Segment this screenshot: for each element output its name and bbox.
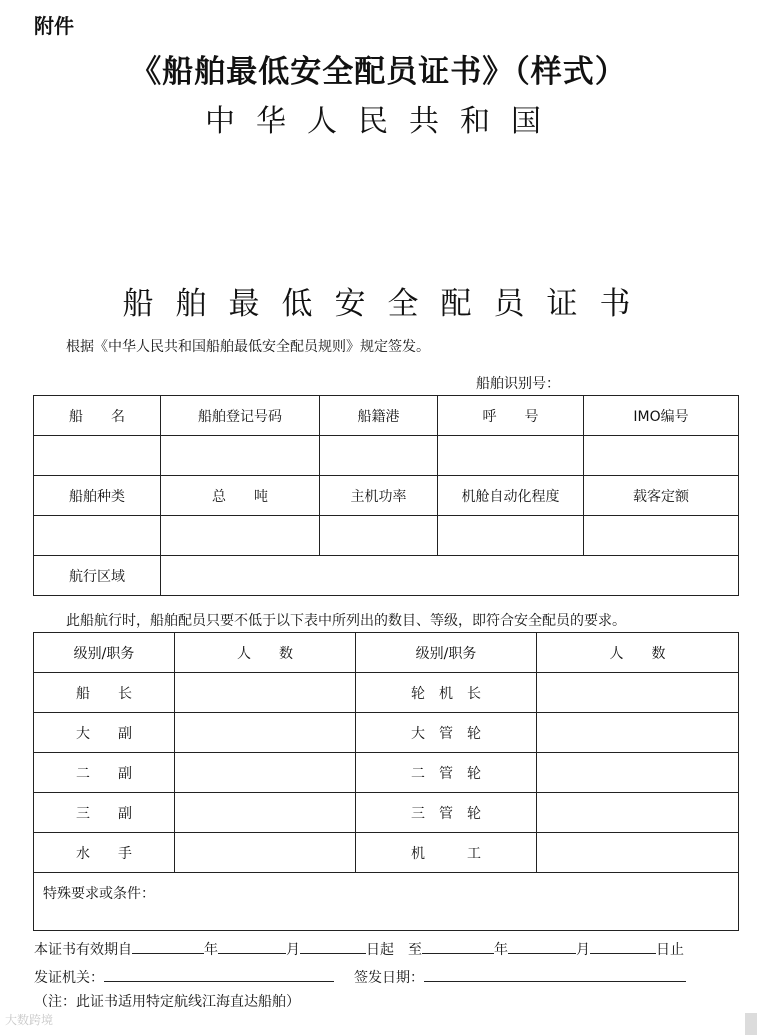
rank-chief-engineer: 轮 机 长 bbox=[356, 673, 537, 713]
gross-tonnage-cell[interactable] bbox=[161, 516, 320, 556]
count-third-engineer[interactable] bbox=[537, 753, 739, 793]
valid-from-year-field[interactable] bbox=[132, 938, 204, 954]
count-header: 人 数 bbox=[175, 633, 356, 673]
ship-name-cell[interactable] bbox=[34, 436, 161, 476]
engine-power-header: 主机功率 bbox=[320, 476, 438, 516]
crew-requirement-intro: 此船航行时，船舶配员只要不低于以下表中所列出的数目、等级，即符合安全配员的要求。 bbox=[66, 613, 626, 629]
issuing-authority-label: 发证机关： bbox=[34, 970, 104, 986]
special-requirements-cell[interactable] bbox=[34, 873, 739, 931]
registration-number-cell[interactable] bbox=[161, 436, 320, 476]
engine-count-header: 人 数 bbox=[537, 633, 739, 673]
special-requirements-label: 特殊要求或条件： bbox=[43, 886, 155, 902]
rank-header: 级别/职务 bbox=[34, 633, 175, 673]
rank-third-mate: 三 副 bbox=[34, 793, 175, 833]
navigation-area-label: 航行区域 bbox=[34, 556, 161, 596]
validity-month-label: 月 bbox=[286, 942, 300, 958]
count-seaman[interactable] bbox=[175, 833, 356, 873]
validity-year-label: 年 bbox=[204, 942, 218, 958]
issuing-line bbox=[34, 966, 686, 987]
count-second-engineer[interactable] bbox=[537, 713, 739, 753]
registration-number-header: 船舶登记号码 bbox=[161, 396, 320, 436]
rank-chief-mate: 大 副 bbox=[34, 713, 175, 753]
rank-master: 船 长 bbox=[34, 673, 175, 713]
gross-tonnage-header: 总 吨 bbox=[161, 476, 320, 516]
ship-value-row-1 bbox=[34, 436, 739, 476]
ship-type-cell[interactable] bbox=[34, 516, 161, 556]
rank-second-mate: 二 副 bbox=[34, 753, 175, 793]
issuing-authority-field[interactable] bbox=[104, 966, 334, 982]
valid-to-year-field[interactable] bbox=[422, 938, 494, 954]
passenger-capacity-header: 载客定额 bbox=[584, 476, 739, 516]
call-sign-cell[interactable] bbox=[438, 436, 584, 476]
count-third-mate[interactable] bbox=[175, 793, 356, 833]
ship-header-row-2 bbox=[34, 476, 739, 516]
count-motorman[interactable] bbox=[537, 833, 739, 873]
attachment-label: 附件 bbox=[34, 14, 74, 38]
navigation-area-cell[interactable] bbox=[161, 556, 739, 596]
engine-room-automation-cell[interactable] bbox=[438, 516, 584, 556]
rank-second-engineer: 大 管 轮 bbox=[356, 713, 537, 753]
table-row bbox=[34, 833, 739, 873]
call-sign-header: 呼 号 bbox=[438, 396, 584, 436]
ship-id-label: 船舶识别号： bbox=[476, 376, 560, 392]
imo-number-cell[interactable] bbox=[584, 436, 739, 476]
port-of-registry-header: 船籍港 bbox=[320, 396, 438, 436]
count-second-mate[interactable] bbox=[175, 753, 356, 793]
table-row bbox=[34, 713, 739, 753]
ship-name-header: 船 名 bbox=[34, 396, 161, 436]
special-requirements-row bbox=[34, 873, 739, 931]
count-chief-mate[interactable] bbox=[175, 713, 356, 753]
validity-end-label: 日止 bbox=[656, 942, 684, 958]
certificate-title: 船舶最低安全配员证书 bbox=[122, 286, 653, 322]
engine-rank-header: 级别/职务 bbox=[356, 633, 537, 673]
navigation-area-row bbox=[34, 556, 739, 596]
ship-type-header: 船舶种类 bbox=[34, 476, 161, 516]
rank-third-engineer: 二 管 轮 bbox=[356, 753, 537, 793]
valid-from-month-field[interactable] bbox=[218, 938, 286, 954]
imo-number-header: IMO编号 bbox=[584, 396, 739, 436]
ship-info-table bbox=[33, 395, 739, 596]
count-chief-engineer[interactable] bbox=[537, 673, 739, 713]
issuance-basis: 根据《中华人民共和国船舶最低安全配员规则》规定签发。 bbox=[66, 339, 430, 355]
port-of-registry-cell[interactable] bbox=[320, 436, 438, 476]
rank-fourth-engineer: 三 管 轮 bbox=[356, 793, 537, 833]
issue-date-field[interactable] bbox=[424, 966, 686, 982]
table-row bbox=[34, 793, 739, 833]
valid-to-month-field[interactable] bbox=[508, 938, 576, 954]
passenger-capacity-cell[interactable] bbox=[584, 516, 739, 556]
valid-to-day-field[interactable] bbox=[590, 938, 656, 954]
rank-motorman: 机 工 bbox=[356, 833, 537, 873]
document-title: 《船舶最低安全配员证书》（样式） bbox=[130, 54, 627, 90]
count-master[interactable] bbox=[175, 673, 356, 713]
validity-line bbox=[34, 938, 684, 959]
ship-value-row-2 bbox=[34, 516, 739, 556]
crew-table bbox=[33, 632, 739, 931]
page-corner bbox=[745, 1013, 757, 1035]
issue-date-label: 签发日期： bbox=[354, 970, 424, 986]
validity-year2-label: 年 bbox=[494, 942, 508, 958]
applicability-note: （注：此证书适用特定航线江海直达船舶） bbox=[34, 994, 300, 1010]
validity-month2-label: 月 bbox=[576, 942, 590, 958]
valid-from-day-field[interactable] bbox=[300, 938, 366, 954]
rank-seaman: 水 手 bbox=[34, 833, 175, 873]
validity-from-to-label: 日起 至 bbox=[366, 942, 422, 958]
engine-room-automation-header: 机舱自动化程度 bbox=[438, 476, 584, 516]
watermark: 大数跨境 bbox=[5, 1013, 54, 1027]
crew-header-row bbox=[34, 633, 739, 673]
table-row bbox=[34, 673, 739, 713]
engine-power-cell[interactable] bbox=[320, 516, 438, 556]
validity-prefix: 本证书有效期自 bbox=[34, 942, 132, 958]
count-fourth-engineer[interactable] bbox=[537, 793, 739, 833]
country-heading: 中华人民共和国 bbox=[205, 104, 562, 139]
table-row bbox=[34, 753, 739, 793]
ship-header-row-1 bbox=[34, 396, 739, 436]
